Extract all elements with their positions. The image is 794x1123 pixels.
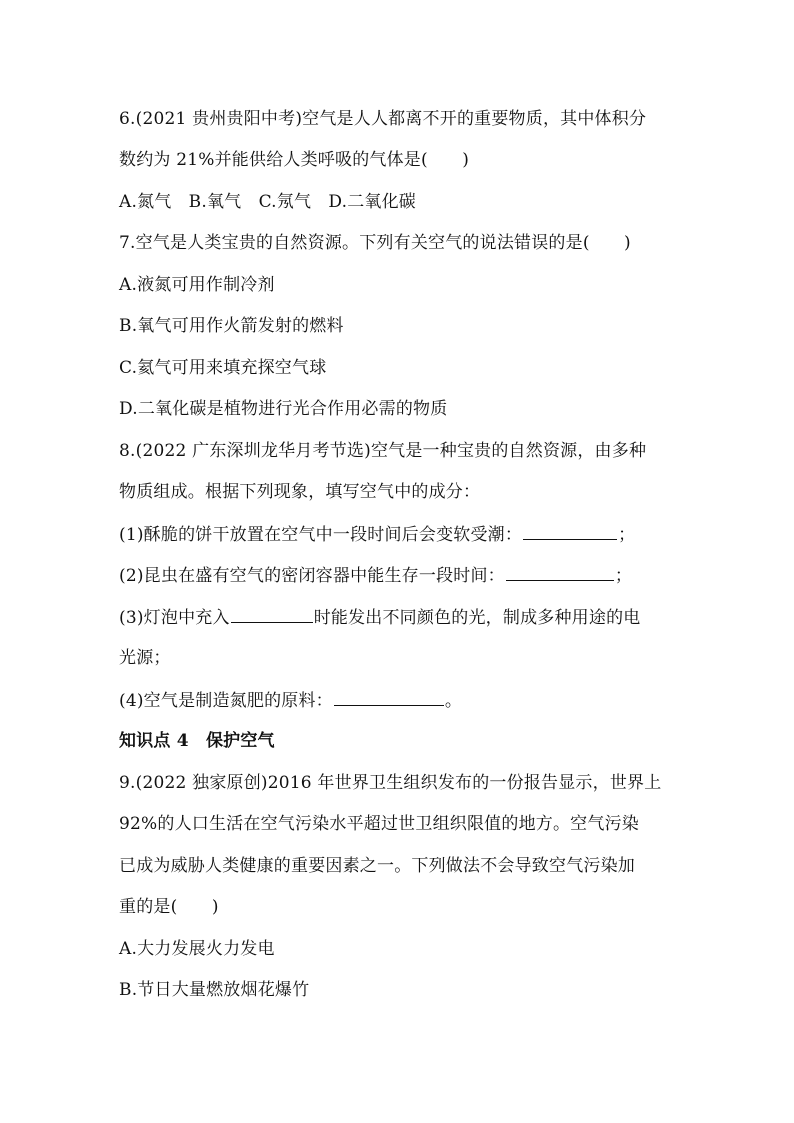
q6-stem-line-2: 数约为 21%并能供给人类呼吸的气体是( ) [119, 150, 470, 170]
q6-options: A.氮气 B.氧气 C.氖气 D.二氧化碳 [119, 192, 417, 212]
q8-item-4-blank[interactable] [334, 688, 444, 706]
q8-item-2 [119, 563, 632, 588]
q9-stem-line-4: 重的是( ) [119, 897, 219, 917]
q9-option-a: A.大力发展火力发电 [119, 939, 275, 959]
q6-stem-line-1: 6.(2021 贵州贵阳中考)空气是人人都离不开的重要物质，其中体积分 [119, 109, 647, 129]
q8-item-4-end: 。 [444, 691, 463, 711]
q9-stem-line-1: 9.(2022 独家原创)2016 年世界卫生组织发布的一份报告显示，世界上 [119, 773, 662, 793]
q9-stem-line-2: 92%的人口生活在空气污染水平超过世卫组织限值的地方。空气污染 [119, 814, 639, 834]
q8-item-3-blank[interactable] [231, 605, 313, 623]
q7-option-b: B.氧气可用作火箭发射的燃料 [119, 316, 344, 336]
q8-item-4-text: (4)空气是制造氮肥的原料： [119, 691, 333, 711]
q8-item-2-end: ； [614, 566, 633, 586]
q8-item-3 [119, 605, 641, 630]
q9-option-b: B.节日大量燃放烟花爆竹 [119, 980, 310, 1000]
q8-item-3-text: (3)灯泡中充入 [119, 608, 230, 628]
q8-item-3-continuation: 时能发出不同颜色的光，制成多种用途的电 [313, 608, 641, 628]
q7-option-a: A.液氮可用作制冷剂 [119, 275, 275, 295]
section-heading: 知识点 4 保护空气 [119, 731, 275, 751]
q8-item-1 [119, 522, 635, 547]
q7-option-d: D.二氧化碳是植物进行光合作用必需的物质 [119, 399, 448, 419]
q8-stem-line-2: 物质组成。根据下列现象，填写空气中的成分： [119, 482, 481, 502]
q7-option-c: C.氦气可用来填充探空气球 [119, 358, 327, 378]
q7-stem: 7.空气是人类宝贵的自然资源。下列有关空气的说法错误的是( ) [119, 233, 631, 253]
q8-item-2-text: (2)昆虫在盛有空气的密闭容器中能生存一段时间： [119, 566, 505, 586]
q8-item-3-line-2: 光源； [119, 648, 171, 668]
q8-item-2-blank[interactable] [506, 563, 614, 581]
q8-item-1-blank[interactable] [523, 522, 617, 540]
q8-item-1-text: (1)酥脆的饼干放置在空气中一段时间后会变软受潮： [119, 525, 523, 545]
q8-item-1-end: ； [618, 525, 636, 545]
q8-stem-line-1: 8.(2022 广东深圳龙华月考节选)空气是一种宝贵的自然资源，由多种 [119, 441, 647, 461]
q9-stem-line-3: 已成为威胁人类健康的重要因素之一。下列做法不会导致空气污染加 [119, 856, 635, 876]
q8-item-4 [119, 688, 462, 713]
